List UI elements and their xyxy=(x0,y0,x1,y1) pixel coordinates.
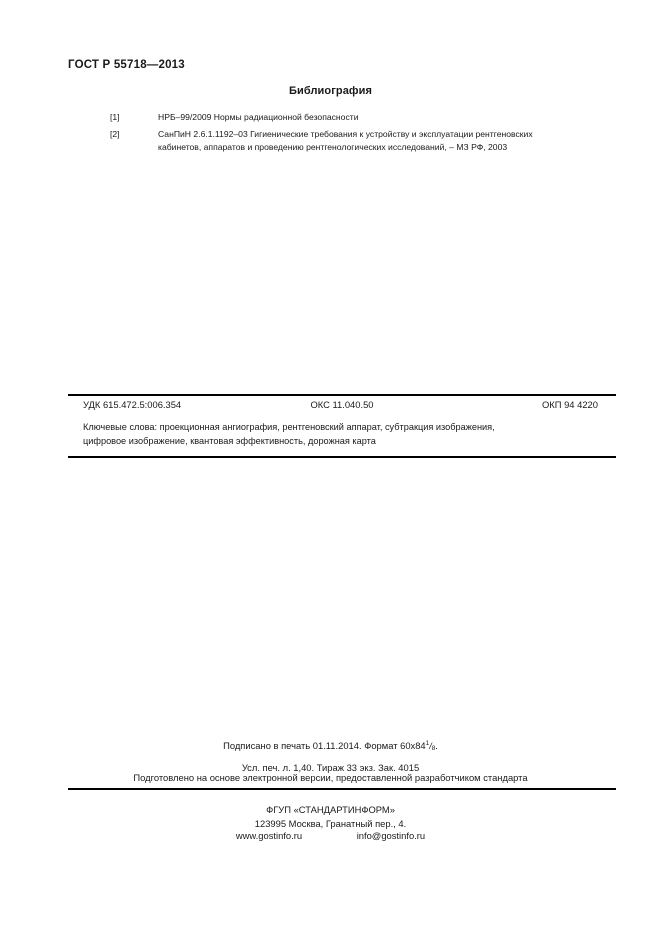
section-title-bibliography: Библиография xyxy=(288,85,373,97)
imprint-block xyxy=(0,734,661,777)
prepared-note: Подготовлено на основе электронной версии, предоставленной разработчиком стандарта xyxy=(133,772,528,783)
oks-code: ОКС 11.040.50 xyxy=(310,399,374,410)
imprint-signed-line xyxy=(0,734,661,758)
keywords-line: цифровое изображение, квантовая эффективность, дорожная карта xyxy=(83,435,376,446)
imprint-signed-suffix: . xyxy=(435,740,438,751)
bibliography-entry xyxy=(110,128,610,154)
paper-format-fraction xyxy=(426,740,436,751)
imprint-signed-prefix: Подписано в печать 01.11.2014. Формат 60x84 xyxy=(223,740,426,751)
publisher-block xyxy=(0,803,661,830)
bibliography-entry-line: кабинетов, аппаратов и проведению рентгенологических исследований, – МЗ РФ, 2003 xyxy=(158,142,508,152)
bibliography-entry-line: СанПиН 2.6.1.1192–03 Гигиенические требования к устройству и эксплуатации рентгеновских xyxy=(158,129,533,139)
keywords-block xyxy=(83,421,600,448)
bibliography-entry-marker: [2] xyxy=(110,129,120,139)
paper-format-numerator: 1 xyxy=(425,740,430,747)
publisher-website[interactable]: www.gostinfo.ru xyxy=(235,830,303,841)
bibliography-entry-marker: [1] xyxy=(110,112,120,122)
classification-top-rule xyxy=(68,394,616,396)
bibliography-entry-text xyxy=(158,128,610,154)
keywords-line: Ключевые слова: проекционная ангиография, рентгеновский аппарат, субтракция изображения, xyxy=(83,422,495,432)
udk-code: УДК 615.472.5:006.354 xyxy=(83,399,182,410)
paper-format-slash: / xyxy=(429,741,432,751)
publisher-email[interactable]: info@gostinfo.ru xyxy=(356,830,426,841)
publisher-contacts xyxy=(0,830,661,841)
bibliography-entry-line: НРБ–99/2009 Нормы радиационной безопасности xyxy=(158,112,359,122)
bibliography-entry xyxy=(110,111,610,124)
bibliography-entry-text xyxy=(158,111,610,124)
classification-bottom-rule xyxy=(68,456,616,458)
publisher-name: ФГУП «СТАНДАРТИНФОРМ» xyxy=(266,804,395,815)
publisher-address: 123995 Москва, Гранатный пер., 4. xyxy=(254,817,407,829)
okp-code: ОКП 94 4220 xyxy=(542,399,598,410)
running-head: ГОСТ Р 55718—2013 xyxy=(68,59,185,71)
imprint-print-info: Усл. печ. л. 1,40. Тираж 33 экз. Зак. 4015 xyxy=(241,762,420,773)
bibliography-list xyxy=(110,111,610,158)
footer-rule xyxy=(68,788,616,790)
classification-codes-row xyxy=(68,399,616,413)
paper-format-denominator: 8 xyxy=(431,745,436,752)
